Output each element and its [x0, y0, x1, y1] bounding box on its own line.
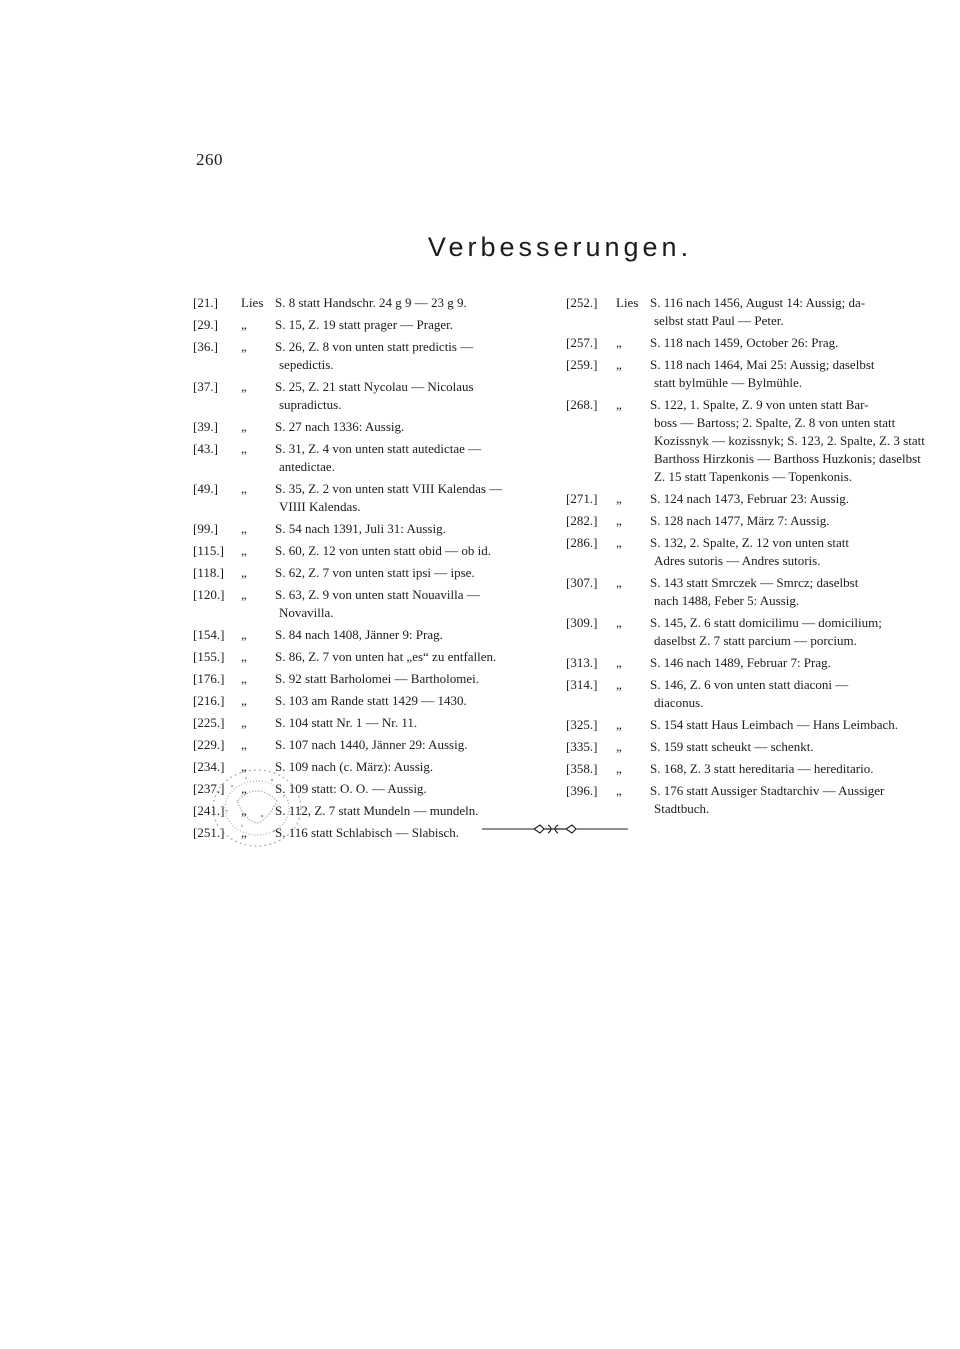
entry-ref: [234.]	[193, 759, 225, 774]
correction-line	[566, 782, 934, 800]
entry-ref: [118.]	[193, 565, 224, 580]
entry-ref: [43.]	[193, 441, 218, 456]
correction-entry	[193, 736, 561, 754]
entry-ref: [49.]	[193, 481, 218, 496]
correction-entry	[566, 294, 934, 330]
correction-entry	[193, 648, 561, 666]
correction-entry	[193, 480, 561, 516]
entry-ref: [154.]	[193, 627, 225, 642]
entry-lead: „	[241, 693, 247, 708]
correction-line	[193, 440, 561, 458]
entry-continuation: sepedictis.	[279, 357, 334, 372]
entry-text: S. 54 nach 1391, Juli 31: Aussig.	[275, 521, 446, 536]
entry-text: S. 176 statt Aussiger Stadtarchiv — Aussiger	[650, 783, 885, 798]
entry-lead: „	[616, 335, 622, 350]
entry-lead: „	[241, 671, 247, 686]
correction-line	[193, 520, 561, 538]
correction-line	[193, 480, 561, 498]
entry-text: S. 124 nach 1473, Februar 23: Aussig.	[650, 491, 849, 506]
entry-lead: „	[241, 543, 247, 558]
entry-text: S. 118 nach 1464, Mai 25: Aussig; daselbst	[650, 357, 875, 372]
entry-text: S. 116 statt Schlabisch — Slabisch.	[275, 825, 460, 840]
entry-ref: [335.]	[566, 739, 598, 754]
entry-text: S. 25, Z. 21 statt Nycolau — Nicolaus	[275, 379, 474, 394]
correction-entry	[193, 542, 561, 560]
entry-ref: [29.]	[193, 317, 218, 332]
entry-ref: [176.]	[193, 671, 225, 686]
correction-entry	[566, 490, 934, 508]
entry-ref: [155.]	[193, 649, 225, 664]
entry-continuation: diaconus.	[654, 695, 704, 710]
entry-ref: [216.]	[193, 693, 225, 708]
entry-lead: „	[241, 441, 247, 456]
entry-lead: „	[241, 715, 247, 730]
entry-continuation: Adres sutoris — Andres sutoris.	[654, 553, 821, 568]
entry-lead: „	[241, 781, 247, 796]
entry-ref: [309.]	[566, 615, 598, 630]
correction-line	[566, 676, 934, 694]
entry-text: S. 132, 2. Spalte, Z. 12 von unten statt	[650, 535, 849, 550]
entry-ref: [39.]	[193, 419, 218, 434]
correction-entry	[566, 760, 934, 778]
correction-line	[566, 614, 934, 632]
entry-text: S. 118 nach 1459, October 26: Prag.	[650, 335, 839, 350]
entry-ref: [21.]	[193, 295, 218, 310]
correction-entry	[566, 356, 934, 392]
correction-line	[193, 736, 561, 754]
correction-entry	[566, 614, 934, 650]
entry-lead: „	[616, 761, 622, 776]
entry-text: S. 116 nach 1456, August 14: Aussig; da-	[650, 295, 866, 310]
entry-text: S. 122, 1. Spalte, Z. 9 von unten statt Bar-	[650, 397, 869, 412]
entry-text: S. 104 statt Nr. 1 — Nr. 11.	[275, 715, 418, 730]
entry-lead: „	[241, 737, 247, 752]
library-stamp	[202, 756, 312, 856]
entry-text: S. 168, Z. 3 statt hereditaria — hereditario.	[650, 761, 874, 776]
entry-lead: „	[241, 379, 247, 394]
correction-entry	[566, 738, 934, 756]
correction-line	[566, 534, 934, 552]
correction-line	[193, 378, 561, 396]
correction-line	[193, 626, 561, 644]
entry-continuation: boss — Bartoss; 2. Spalte, Z. 8 von unten statt Kozissnyk — kozissnyk; S. 123, 2. Spalte, Z. 3 statt Barthoss Hirzkonis — Barthoss Huzkonis; daselbst Z. 15 statt Tapenkonis — Topenkonis.	[654, 415, 925, 484]
entry-lead: „	[241, 649, 247, 664]
entry-continuation: daselbst Z. 7 statt parcium — porcium.	[654, 633, 857, 648]
entry-lead: „	[241, 565, 247, 580]
entry-ref: [252.]	[566, 295, 598, 310]
correction-line	[193, 294, 561, 312]
entry-lead: „	[241, 481, 247, 496]
entry-ref: [237.]	[193, 781, 225, 796]
correction-line	[193, 692, 561, 710]
entry-ref: [307.]	[566, 575, 598, 590]
entry-lead: „	[241, 339, 247, 354]
correction-entry	[193, 714, 561, 732]
entry-text: S. 92 statt Barholomei — Bartholomei.	[275, 671, 480, 686]
entry-ref: [115.]	[193, 543, 224, 558]
correction-line	[566, 356, 934, 374]
entry-text: S. 109 statt: O. O. — Aussig.	[275, 781, 427, 796]
entry-lead: „	[241, 803, 247, 818]
correction-entry	[566, 396, 934, 486]
entry-ref: [99.]	[193, 521, 218, 536]
correction-entry	[193, 440, 561, 476]
entry-text: S. 146, Z. 6 von unten statt diaconi —	[650, 677, 849, 692]
page-title: Verbesserungen.	[427, 232, 693, 262]
correction-entry	[566, 512, 934, 530]
entry-text: S. 109 nach (c. März): Aussig.	[275, 759, 434, 774]
correction-entry	[566, 676, 934, 712]
entry-ref: [37.]	[193, 379, 218, 394]
entry-text: S. 31, Z. 4 von unten statt autedictae —	[275, 441, 482, 456]
correction-line	[193, 670, 561, 688]
entry-lead: „	[616, 783, 622, 798]
correction-line	[566, 490, 934, 508]
correction-line	[193, 564, 561, 582]
correction-entry	[566, 334, 934, 352]
correction-line	[193, 316, 561, 334]
correction-line	[193, 542, 561, 560]
entry-text: S. 26, Z. 8 von unten statt predictis —	[275, 339, 474, 354]
entry-text: S. 84 nach 1408, Jänner 9: Prag.	[275, 627, 443, 642]
entry-lead: Lies	[241, 295, 264, 310]
correction-line	[566, 654, 934, 672]
entry-continuation: antedictae.	[279, 459, 335, 474]
entry-ref: [325.]	[566, 717, 598, 732]
entry-ref: [120.]	[193, 587, 225, 602]
correction-line	[193, 714, 561, 732]
entry-lead: „	[616, 513, 622, 528]
correction-line	[566, 716, 934, 734]
entry-lead: „	[616, 535, 622, 550]
correction-entry	[566, 716, 934, 734]
entry-ref: [241.]	[193, 803, 225, 818]
entry-ref: [313.]	[566, 655, 598, 670]
entry-lead: „	[616, 655, 622, 670]
entry-text: S. 86, Z. 7 von unten hat „es“ zu entfallen.	[275, 649, 497, 664]
entry-text: S. 143 statt Smrczek — Smrcz; daselbst	[650, 575, 859, 590]
entry-ref: [257.]	[566, 335, 598, 350]
entry-lead: „	[241, 759, 247, 774]
entry-text: S. 62, Z. 7 von unten statt ipsi — ipse.	[275, 565, 475, 580]
entry-ref: [314.]	[566, 677, 598, 692]
entry-text: S. 60, Z. 12 von unten statt obid — ob id.	[275, 543, 491, 558]
entry-text: S. 15, Z. 19 statt prager — Prager.	[275, 317, 453, 332]
entry-ref: [36.]	[193, 339, 218, 354]
correction-entry	[193, 692, 561, 710]
correction-entry	[566, 574, 934, 610]
entry-lead: Lies	[616, 295, 639, 310]
entry-lead: „	[616, 615, 622, 630]
correction-entry	[566, 654, 934, 672]
correction-line	[193, 648, 561, 666]
entry-lead: „	[241, 317, 247, 332]
entry-lead: „	[241, 419, 247, 434]
correction-entry	[566, 534, 934, 570]
entry-text: S. 112, Z. 7 statt Mundeln — mundeln.	[275, 803, 479, 818]
correction-line	[566, 574, 934, 592]
entry-text: S. 107 nach 1440, Jänner 29: Aussig.	[275, 737, 468, 752]
entry-text: S. 146 nach 1489, Februar 7: Prag.	[650, 655, 831, 670]
entry-continuation: VIIII Kalendas.	[279, 499, 361, 514]
entry-ref: [225.]	[193, 715, 225, 730]
entry-ref: [358.]	[566, 761, 598, 776]
entry-text: S. 35, Z. 2 von unten statt VIII Kalendas —	[275, 481, 503, 496]
right-column	[566, 294, 934, 818]
entry-text: S. 145, Z. 6 statt domicilimu — domicilium;	[650, 615, 882, 630]
correction-line	[193, 586, 561, 604]
correction-entry	[193, 338, 561, 374]
entry-ref: [286.]	[566, 535, 598, 550]
entry-ref: [268.]	[566, 397, 598, 412]
correction-line	[566, 334, 934, 352]
correction-line	[566, 396, 934, 414]
entry-continuation: Novavilla.	[279, 605, 334, 620]
correction-entry	[193, 626, 561, 644]
entry-lead: „	[616, 677, 622, 692]
entry-lead: „	[616, 575, 622, 590]
entry-ref: [229.]	[193, 737, 225, 752]
entry-text: S. 63, Z. 9 von unten statt Nouavilla —	[275, 587, 480, 602]
entry-ref: [282.]	[566, 513, 598, 528]
correction-entry	[566, 782, 934, 818]
entry-text: S. 159 statt scheukt — schenkt.	[650, 739, 814, 754]
correction-entry	[193, 316, 561, 334]
correction-line	[566, 512, 934, 530]
ornament-divider	[482, 822, 628, 836]
entry-lead: „	[616, 717, 622, 732]
correction-entry	[193, 294, 561, 312]
entry-ref: [251.]	[193, 825, 225, 840]
entry-text: S. 128 nach 1477, März 7: Aussig.	[650, 513, 830, 528]
correction-entry	[193, 670, 561, 688]
entry-lead: „	[616, 739, 622, 754]
correction-line	[193, 338, 561, 356]
entry-text: S. 103 am Rande statt 1429 — 1430.	[275, 693, 467, 708]
page-number: 260	[196, 150, 223, 169]
entry-lead: „	[241, 521, 247, 536]
entry-text: S. 154 statt Haus Leimbach — Hans Leimbach.	[650, 717, 899, 732]
entry-continuation: supradictus.	[279, 397, 342, 412]
entry-lead: „	[241, 627, 247, 642]
correction-line	[566, 760, 934, 778]
entry-ref: [396.]	[566, 783, 598, 798]
entry-continuation: selbst statt Paul — Peter.	[654, 313, 784, 328]
correction-entry	[193, 378, 561, 414]
correction-line	[193, 418, 561, 436]
correction-entry	[193, 564, 561, 582]
correction-entry	[193, 418, 561, 436]
entry-lead: „	[241, 825, 247, 840]
entry-continuation: Stadtbuch.	[654, 801, 710, 816]
entry-continuation: nach 1488, Feber 5: Aussig.	[654, 593, 800, 608]
correction-entry	[193, 520, 561, 538]
correction-line	[566, 294, 934, 312]
entry-lead: „	[616, 357, 622, 372]
entry-text: S. 8 statt Handschr. 24 g 9 — 23 g 9.	[275, 295, 467, 310]
entry-text: S. 27 nach 1336: Aussig.	[275, 419, 405, 434]
entry-lead: „	[616, 397, 622, 412]
entry-ref: [271.]	[566, 491, 598, 506]
correction-entry	[193, 586, 561, 622]
entry-lead: „	[241, 587, 247, 602]
entry-lead: „	[616, 491, 622, 506]
correction-line	[566, 738, 934, 756]
entry-continuation: statt bylmühle — Bylmühle.	[654, 375, 803, 390]
entry-ref: [259.]	[566, 357, 598, 372]
